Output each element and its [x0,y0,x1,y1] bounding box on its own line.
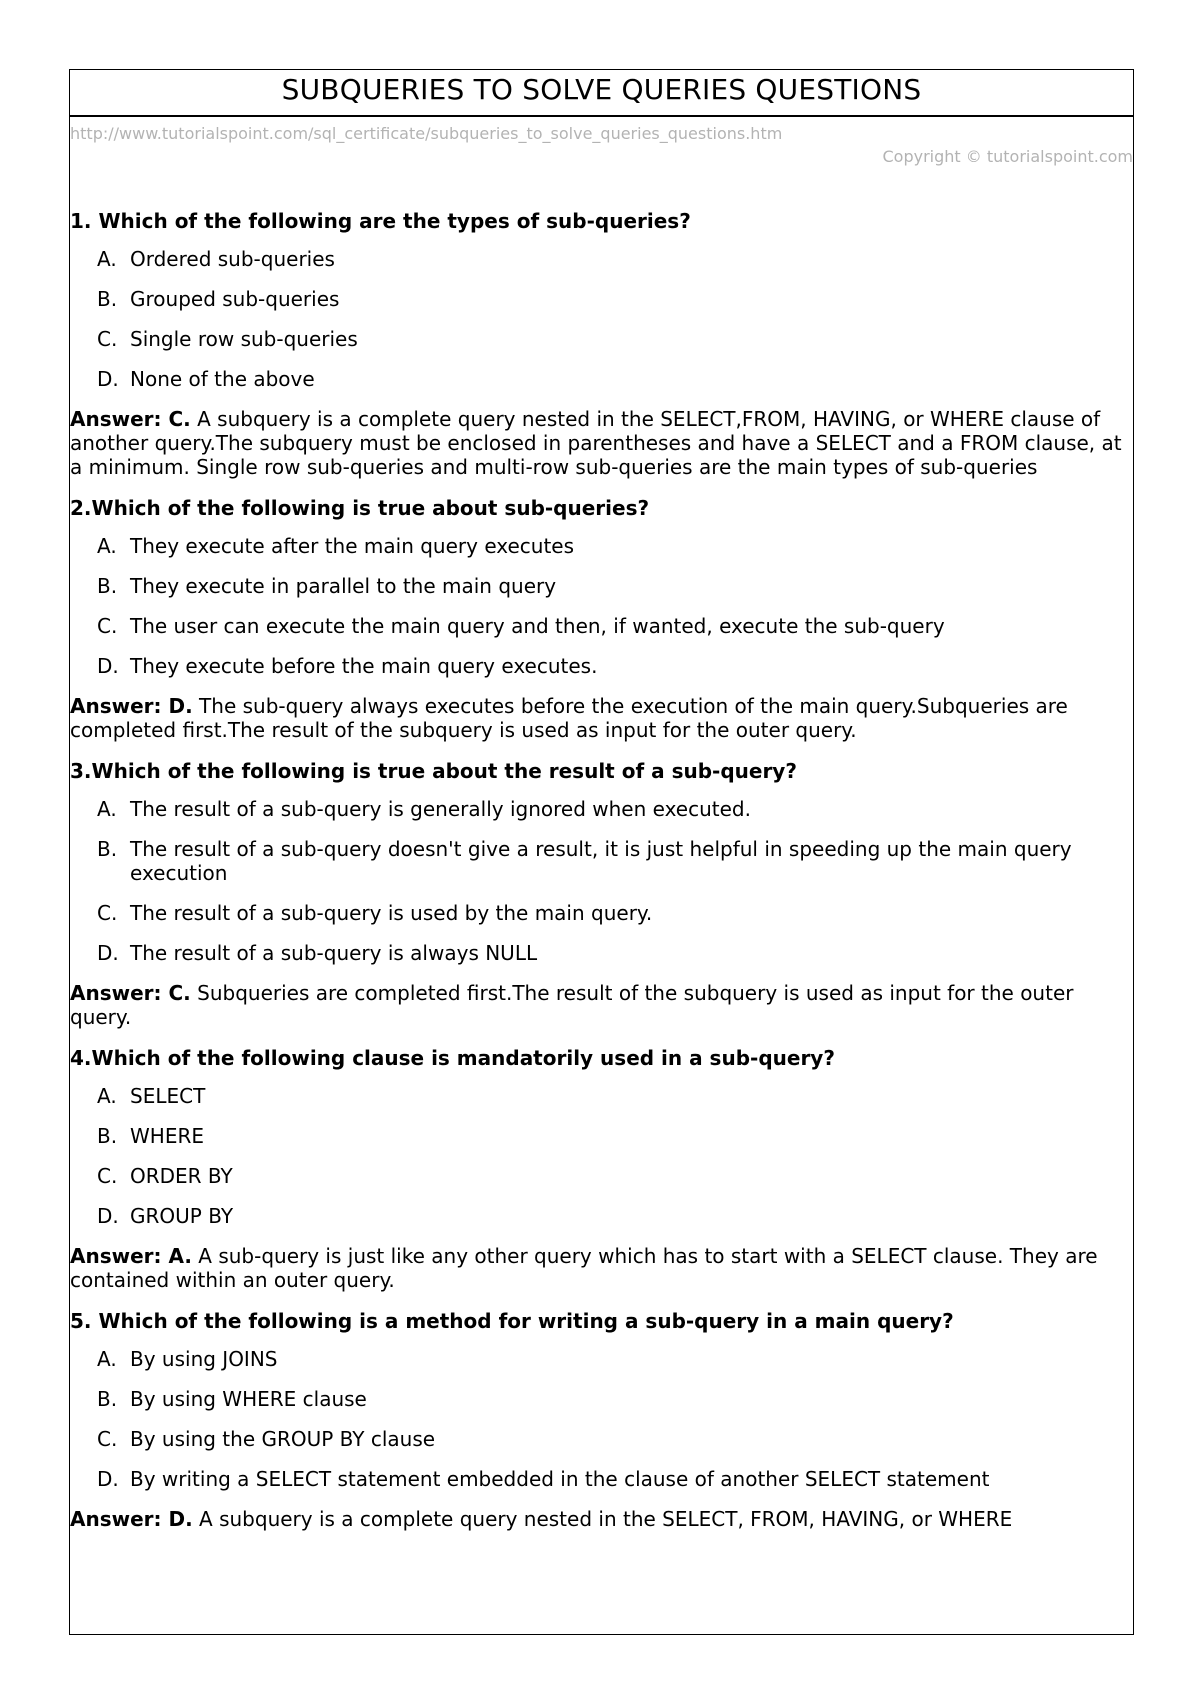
question-text: 1. Which of the following are the types of sub-queries? [70,209,691,233]
option-item [70,367,1133,391]
option-list [70,247,1133,391]
answer-label: Answer: D. [70,694,193,718]
answer-explanation [70,1244,1133,1292]
option-letter: D. [97,1467,119,1491]
option-item [70,287,1133,311]
answer-label: Answer: D. [70,1507,193,1531]
option-letter: A. [97,534,117,558]
option-text: ORDER BY [130,1164,233,1188]
option-item [70,941,1133,965]
option-item [70,1467,1133,1491]
option-text: By using WHERE clause [130,1387,367,1411]
option-letter: C. [97,327,118,351]
option-text: Grouped sub-queries [130,287,340,311]
answer-explanation [70,407,1133,479]
answer-text: A subquery is a complete query nested in the SELECT, FROM, HAVING, or WHERE [199,1507,1013,1531]
question-text: 5. Which of the following is a method for writing a sub-query in a main query? [70,1309,954,1333]
option-letter: D. [97,941,119,965]
copyright-notice: Copyright © tutorialspoint.com [882,147,1133,166]
option-item [70,534,1133,558]
option-item [70,327,1133,351]
answer-text: The sub-query always executes before the execution of the main query.Subqueries are completed first.The result of the subquery is used as input for the outer query. [70,694,1068,742]
option-item [70,837,1133,885]
answer-label: Answer: C. [70,981,191,1005]
option-text: They execute in parallel to the main query [130,574,557,598]
option-list [70,797,1133,965]
page-frame [69,69,1134,1635]
answer-text: A sub-query is just like any other query which has to start with a SELECT clause. They are contained within an outer query. [70,1244,1098,1292]
option-letter: C. [97,1427,118,1451]
option-letter: A. [97,247,117,271]
option-letter: C. [97,614,118,638]
option-item [70,1427,1133,1451]
option-item [70,1124,1133,1148]
option-text: They execute after the main query executes [130,534,575,558]
option-item [70,654,1133,678]
option-text: They execute before the main query executes. [130,654,598,678]
answer-label: Answer: A. [70,1244,192,1268]
option-item [70,247,1133,271]
option-letter: B. [97,1387,118,1411]
answer-label: Answer: C. [70,407,191,431]
answer-explanation [70,1507,1133,1531]
question-block [70,759,1133,1029]
option-item [70,1084,1133,1108]
option-text: The result of a sub-query is used by the main query. [130,901,653,925]
option-letter: B. [97,287,118,311]
option-text: By using JOINS [130,1347,278,1371]
option-list [70,1084,1133,1228]
option-letter: C. [97,901,118,925]
question-block [70,496,1133,742]
option-text: The result of a sub-query doesn't give a result, it is just helpful in speeding up the main query execution [130,837,1072,885]
answer-text: A subquery is a complete query nested in the SELECT,FROM, HAVING, or WHERE clause of another query.The subquery must be enclosed in parentheses and have a SELECT and a FROM clause, at a minimum. Single row sub-queries and multi-row sub-queries are the main types of sub-queries [70,407,1122,479]
option-letter: D. [97,1204,119,1228]
question-block [70,1046,1133,1292]
option-item [70,1387,1133,1411]
option-text: By using the GROUP BY clause [130,1427,436,1451]
source-url-link[interactable]: http://www.tutorialspoint.com/sql_certificate/subqueries_to_solve_queries_questions.htm [70,124,783,143]
option-item [70,574,1133,598]
option-text: The result of a sub-query is always NULL [130,941,538,965]
option-letter: C. [97,1164,118,1188]
option-text: None of the above [130,367,315,391]
option-text: SELECT [130,1084,206,1108]
page-title: SUBQUERIES TO SOLVE QUERIES QUESTIONS [70,70,1133,117]
option-text: The result of a sub-query is generally ignored when executed. [130,797,751,821]
option-letter: A. [97,797,117,821]
option-text: Single row sub-queries [130,327,358,351]
option-item [70,1164,1133,1188]
option-item [70,1347,1133,1371]
option-letter: B. [97,1124,118,1148]
question-block [70,1309,1133,1531]
answer-explanation [70,981,1133,1029]
option-letter: B. [97,574,118,598]
option-text: By writing a SELECT statement embedded in the clause of another SELECT statement [130,1467,990,1491]
question-list [70,209,1133,1531]
answer-explanation [70,694,1133,742]
option-item [70,901,1133,925]
option-item [70,1204,1133,1228]
answer-text: Subqueries are completed first.The result of the subquery is used as input for the outer query. [70,981,1074,1029]
option-text: GROUP BY [130,1204,234,1228]
option-letter: D. [97,367,119,391]
question-text: 4.Which of the following clause is mandatorily used in a sub-query? [70,1046,835,1070]
question-text: 2.Which of the following is true about sub-queries? [70,496,650,520]
option-text: The user can execute the main query and then, if wanted, execute the sub-query [130,614,945,638]
option-list [70,1347,1133,1491]
option-letter: A. [97,1347,117,1371]
option-text: WHERE [130,1124,204,1148]
option-letter: B. [97,837,118,861]
option-letter: A. [97,1084,117,1108]
question-text: 3.Which of the following is true about the result of a sub-query? [70,759,797,783]
option-text: Ordered sub-queries [130,247,335,271]
option-letter: D. [97,654,119,678]
option-item [70,797,1133,821]
option-item [70,614,1133,638]
option-list [70,534,1133,678]
question-block [70,209,1133,479]
